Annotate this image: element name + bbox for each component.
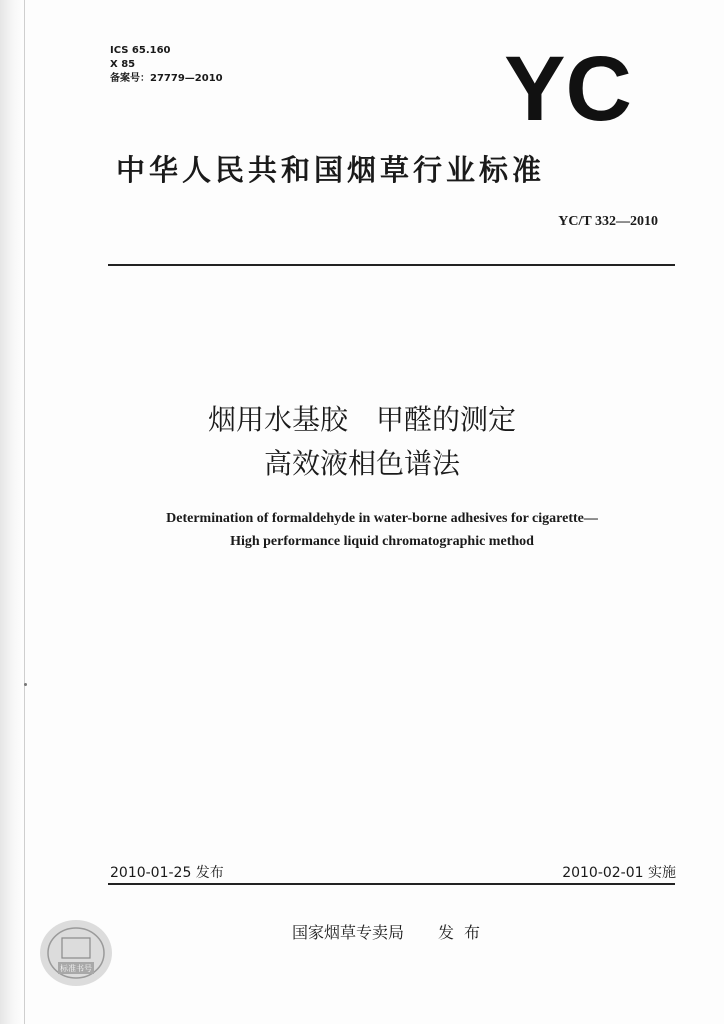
scan-speck <box>24 683 27 686</box>
yc-logo-text: YC <box>504 46 632 126</box>
ics-code: ICS 65.160 <box>110 45 171 56</box>
footer-rule <box>108 883 675 885</box>
standard-title: 中华人民共和国烟草行业标准 <box>116 153 546 187</box>
english-title <box>0 507 724 553</box>
issuer-verb: 发布 <box>438 923 491 942</box>
chinese-title <box>0 398 724 486</box>
standard-code: YC/T 332—2010 <box>558 214 658 229</box>
chinese-title-line-1: 烟用水基胶 甲醛的测定 <box>207 403 516 436</box>
issuer-name: 国家烟草专卖局 <box>292 923 405 942</box>
certification-stamp <box>38 918 114 988</box>
english-title-line-1: Determination of formaldehyde in water-borne adhesives for cigarette— <box>166 511 598 526</box>
stamp-text: 标准书号 <box>60 964 92 973</box>
issuer-line <box>292 920 490 943</box>
issue-date: 2010-01-25 发布 <box>110 865 224 881</box>
yc-logo <box>498 46 638 126</box>
class-code: X 85 <box>110 59 136 70</box>
chinese-title-line-2: 高效液相色谱法 <box>263 447 460 480</box>
effective-date: 2010-02-01 实施 <box>562 865 676 881</box>
header-rule <box>108 264 675 266</box>
classification-codes <box>110 44 223 86</box>
english-title-line-2: High performance liquid chromatographic method <box>230 534 534 549</box>
record-number: 备案号：27779—2010 <box>110 73 223 84</box>
